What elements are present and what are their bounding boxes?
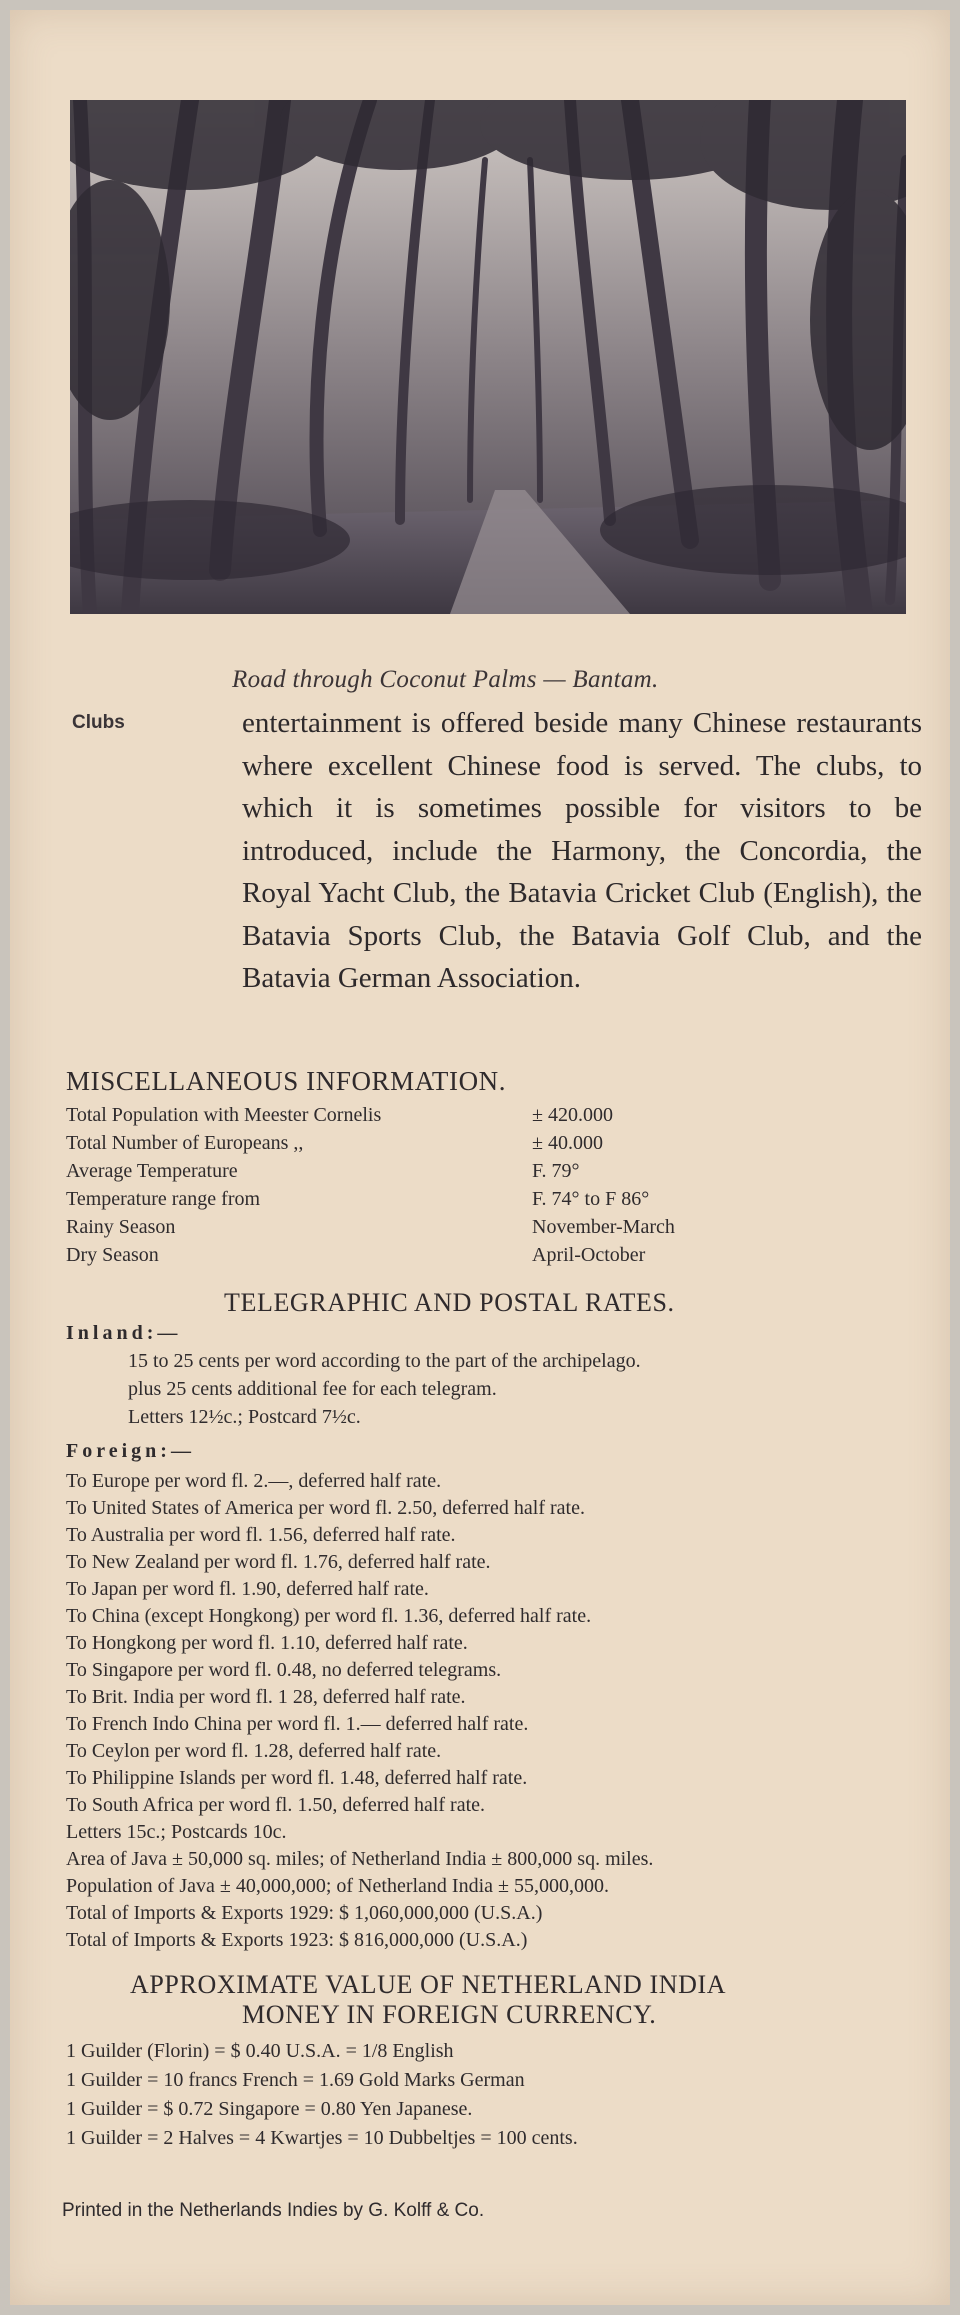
currency-line: 1 Guilder = 2 Halves = 4 Kwartjes = 10 Dubbeltjes = 100 cents. bbox=[66, 2127, 578, 2149]
photo-caption: Road through Coconut Palms — Bantam. bbox=[232, 666, 659, 693]
inland-line: 15 to 25 cents per word according to the part of the archipelago. bbox=[128, 1350, 641, 1372]
foreign-line: To Europe per word fl. 2.—, deferred half rate. bbox=[66, 1470, 442, 1492]
letters-line: Letters 15c.; Postcards 10c. bbox=[66, 1821, 287, 1843]
foreign-line: To Brit. India per word fl. 1 28, deferred half rate. bbox=[66, 1686, 466, 1708]
area-line: Area of Java ± 50,000 sq. miles; of Netherland India ± 800,000 sq. miles. bbox=[66, 1848, 654, 1870]
imports-exports-line: Total of Imports & Exports 1929: $ 1,060,000,000 (U.S.A.) bbox=[66, 1902, 543, 1924]
rates-heading: TELEGRAPHIC AND POSTAL RATES. bbox=[224, 1288, 675, 1317]
currency-heading-2: MONEY IN FOREIGN CURRENCY. bbox=[242, 2000, 657, 2029]
misc-label-europeans: Total Number of Europeans ,, bbox=[66, 1132, 304, 1154]
foreign-line: To Singapore per word fl. 0.48, no deferred telegrams. bbox=[66, 1659, 502, 1681]
foreign-line: To French Indo China per word fl. 1.— deferred half rate. bbox=[66, 1713, 529, 1735]
clubs-paragraph: entertainment is offered beside many Chinese restaurants where excellent Chinese food is served. The clubs, to which it is sometimes possible for visitors to be introduced, include the Harmony, the Concordia, the Royal Yacht Club, the Batavia Cricket Club (English), the Batavia Sports Club, the Batavia Golf Club, and the Batavia German Association. bbox=[242, 707, 922, 994]
misc-label-temp-range: Temperature range from bbox=[66, 1188, 261, 1210]
foreign-label: Foreign:— bbox=[66, 1440, 195, 1462]
inland-label: Inland:— bbox=[66, 1322, 182, 1344]
misc-value-europeans: ± 40.000 bbox=[532, 1132, 603, 1154]
misc-value-dry: April-October bbox=[532, 1244, 646, 1266]
foreign-line: To Hongkong per word fl. 1.10, deferred half rate. bbox=[66, 1632, 468, 1654]
currency-line: 1 Guilder = $ 0.72 Singapore = 0.80 Yen Japanese. bbox=[66, 2098, 473, 2120]
population-line: Population of Java ± 40,000,000; of Netherland India ± 55,000,000. bbox=[66, 1875, 609, 1897]
currency-heading-1: APPROXIMATE VALUE OF NETHERLAND INDIA bbox=[130, 1970, 727, 1999]
misc-label-rainy: Rainy Season bbox=[66, 1216, 176, 1238]
inland-line: Letters 12½c.; Postcard 7½c. bbox=[128, 1406, 361, 1428]
foreign-line: To Japan per word fl. 1.90, deferred half rate. bbox=[66, 1578, 429, 1600]
clubs-side-label: Clubs bbox=[72, 712, 125, 733]
foreign-line: To New Zealand per word fl. 1.76, deferred half rate. bbox=[66, 1551, 491, 1573]
foreign-line: To Australia per word fl. 1.56, deferred half rate. bbox=[66, 1524, 456, 1546]
foreign-line: To Philippine Islands per word fl. 1.48, deferred half rate. bbox=[66, 1767, 528, 1789]
imports-exports-line: Total of Imports & Exports 1923: $ 816,000,000 (U.S.A.) bbox=[66, 1929, 528, 1951]
currency-line: 1 Guilder (Florin) = $ 0.40 U.S.A. = 1/8 English bbox=[66, 2040, 454, 2062]
misc-label-avg-temp: Average Temperature bbox=[66, 1160, 238, 1182]
misc-value-temp-range: F. 74° to F 86° bbox=[532, 1188, 650, 1210]
foreign-line: To China (except Hongkong) per word fl. 1.36, deferred half rate. bbox=[66, 1605, 592, 1627]
misc-value-population: ± 420.000 bbox=[532, 1104, 613, 1126]
foreign-line: To South Africa per word fl. 1.50, deferred half rate. bbox=[66, 1794, 486, 1816]
misc-heading: MISCELLANEOUS INFORMATION. bbox=[66, 1066, 507, 1096]
inland-line: plus 25 cents additional fee for each telegram. bbox=[128, 1378, 497, 1400]
foreign-line: To United States of America per word fl. 2.50, deferred half rate. bbox=[66, 1497, 585, 1519]
printer-credit: Printed in the Netherlands Indies by G. Kolff & Co. bbox=[62, 2200, 485, 2221]
misc-value-rainy: November-March bbox=[532, 1216, 675, 1238]
currency-line: 1 Guilder = 10 francs French = 1.69 Gold Marks German bbox=[66, 2069, 525, 2091]
brochure-page bbox=[10, 10, 950, 2305]
foreign-line: To Ceylon per word fl. 1.28, deferred half rate. bbox=[66, 1740, 442, 1762]
misc-label-dry: Dry Season bbox=[66, 1244, 159, 1266]
misc-value-avg-temp: F. 79° bbox=[532, 1160, 580, 1182]
misc-label-population: Total Population with Meester Cornelis bbox=[66, 1104, 382, 1126]
coconut-palms-photo bbox=[70, 100, 906, 614]
